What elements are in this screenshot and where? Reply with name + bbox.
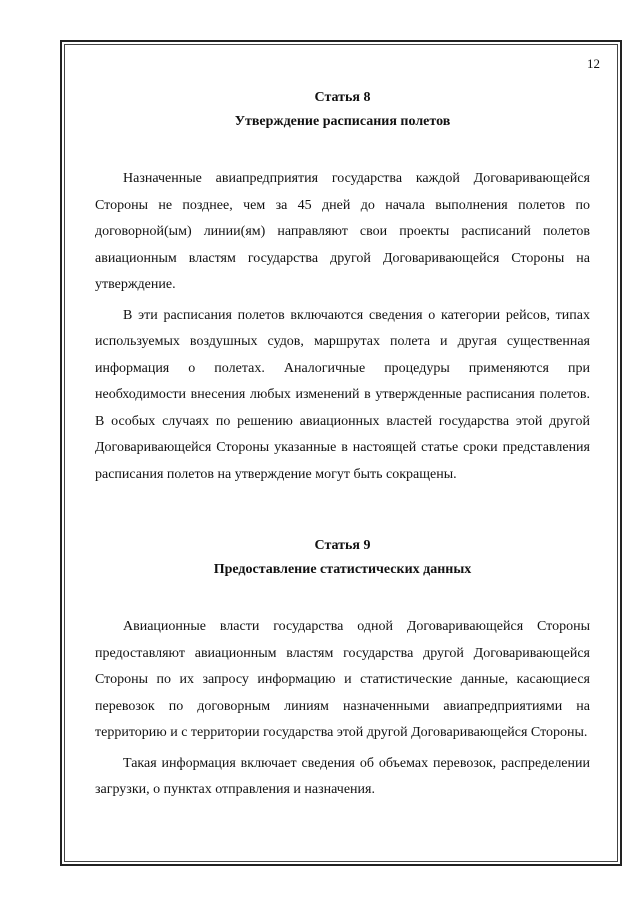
paragraph: Такая информация включает сведения об объемах перевозок, распределении загрузки, о пунктах отправления и назначения. bbox=[95, 755, 590, 797]
article-heading: Предоставление статистических данных bbox=[213, 562, 472, 577]
article-heading: Утверждение расписания полетов bbox=[234, 114, 451, 129]
paragraph: В эти расписания полетов включаются сведения о категории рейсов, типах используемых воздушных судов, маршрутах полета и другая существенная информация о полетах. Аналогичные процедуры применяются при необходимости внесения любых изменений в утвержденные расписания полетов. В особых случаях по решению авиационных властей государства этой другой Договаривающейся Стороны указанные в настоящей статье сроки представления расписания полетов на утверждение могут быть сокращены. bbox=[95, 307, 590, 482]
document-body bbox=[95, 86, 590, 804]
article-8 bbox=[95, 86, 590, 488]
page-number: 12 bbox=[587, 56, 600, 71]
article-9 bbox=[95, 534, 590, 804]
paragraph: Назначенные авиапредприятия государства каждой Договаривающейся Стороны не позднее, чем за 45 дней до начала выполнения полетов по договорной(ым) линии(ям) направляют свои проекты расписаний полетов авиационным властям государства другой Договаривающейся Стороны на утверждение. bbox=[95, 171, 590, 292]
paragraph: Авиационные власти государства одной Договаривающейся Стороны предоставляют авиационным властям государства другой Договаривающейся Стороны по их запросу информацию и статистические данные, касающиеся перевозок по договорным линиям назначенными авиапредприятиями на территорию и с территории государства этой другой Договаривающейся Стороны. bbox=[95, 619, 590, 740]
article-title: Статья 8 bbox=[314, 90, 371, 105]
article-title: Статья 9 bbox=[314, 538, 371, 553]
